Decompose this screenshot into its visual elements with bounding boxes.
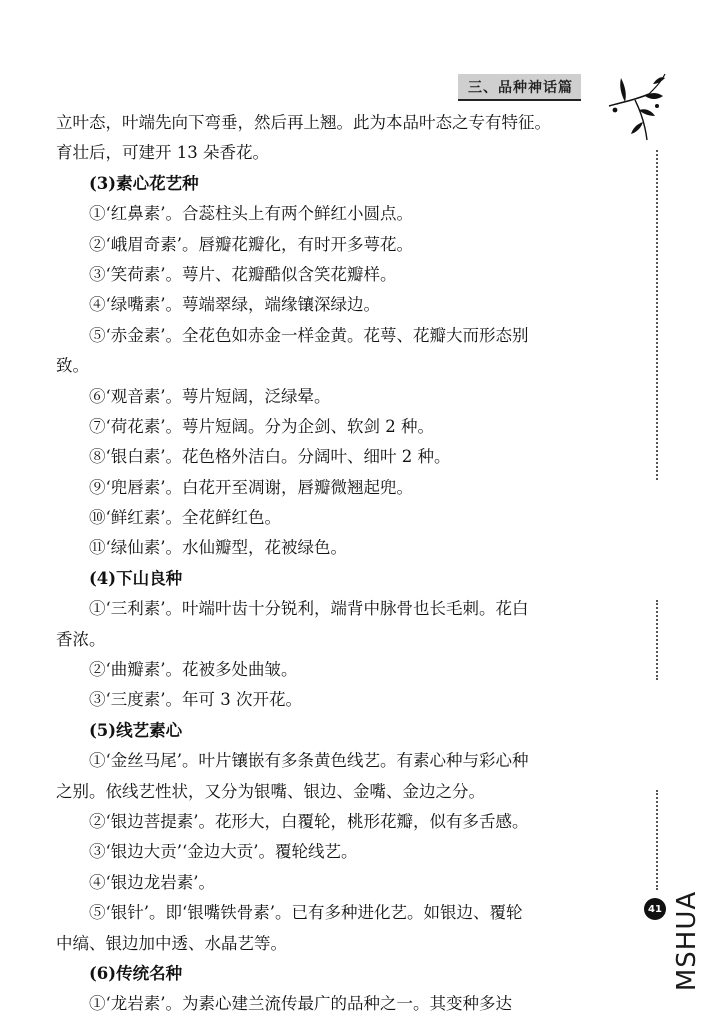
text-line: 立叶态，叶端先向下弯垂，然后再上翘。此为本品叶态之专有特征。 (56, 113, 551, 132)
section-heading: (4)下山良种 (89, 568, 183, 588)
list-item: ①‘红鼻素’。合蕊柱头上有两个鲜红小圆点。 (89, 204, 413, 224)
list-item: ③‘笑荷素’。萼片、花瓣酷似含笑花瓣样。 (89, 264, 397, 284)
text-line: 香浓。 (56, 629, 106, 649)
list-item: ⑨‘兜唇素’。白花开至凋谢，唇瓣微翘起兜。 (89, 477, 413, 497)
list-item: ①‘三利素’。叶端叶齿十分锐利，端背中脉骨也长毛刺。花白 (89, 599, 529, 619)
list-item: ⑧‘银白素’。花色格外洁白。分阔叶、细叶 2 种。 (89, 447, 451, 467)
list-item: ①‘龙岩素’。为素心建兰流传最广的品种之一。其变种多达 (89, 994, 512, 1014)
watermark-text: MSHUA (672, 890, 702, 992)
list-item: ④‘银边龙岩素’。 (89, 872, 215, 892)
list-item: ⑪‘绿仙素’。水仙瓣型，花被绿色。 (89, 538, 347, 558)
list-item: ③‘银边大贡’‘金边大贡’。覆轮线艺。 (89, 842, 358, 862)
text-line: 育壮后，可建开 13 朵香花。 (56, 143, 269, 163)
list-item: ④‘绿嘴素’。萼端翠绿，端缘镶深绿边。 (89, 295, 380, 315)
list-item: ①‘金丝马尾’。叶片镶嵌有多条黄色线艺。有素心种与彩心种 (89, 751, 529, 771)
margin-rule-middle (656, 600, 658, 680)
section-label: 三、品种神话篇 (458, 74, 581, 101)
margin-rule-upper (656, 150, 658, 480)
section-heading: (6)传统名种 (89, 963, 183, 983)
watermark (670, 886, 704, 996)
text-line: 致。 (56, 356, 89, 376)
list-item: ⑤‘赤金素’。全花色如赤金一样金黄。花萼、花瓣大而形态别 (89, 325, 529, 345)
list-item: ⑩‘鲜红素’。全花鲜红色。 (89, 508, 281, 528)
page-number-badge: 41 (644, 898, 666, 920)
list-item: ②‘银边菩提素’。花形大，白覆轮，桃形花瓣，似有多舌感。 (89, 811, 529, 831)
running-header (458, 74, 581, 100)
text-line: 之别。依线艺性状，又分为银嘴、银边、金嘴、金边之分。 (56, 781, 485, 801)
list-item: ⑥‘观音素’。萼片短阔，泛绿晕。 (89, 386, 331, 406)
text-line: 中缟、银边加中透、水晶艺等。 (56, 933, 287, 953)
section-heading: (3)素心花艺种 (89, 173, 199, 193)
body-text (56, 108, 616, 1020)
list-item: ⑤‘银针’。即‘银嘴铁骨素’。已有多种进化艺。如银边、覆轮 (89, 903, 523, 923)
list-item: ③‘三度素’。年可 3 次开花。 (89, 690, 302, 710)
list-item: ②‘曲瓣素’。花被多处曲皱。 (89, 660, 298, 680)
margin-rule-lower (656, 790, 658, 890)
section-heading: (5)线艺素心 (89, 720, 183, 740)
list-item: ②‘峨眉奇素’。唇瓣花瓣化，有时开多萼花。 (89, 234, 413, 254)
list-item: ⑦‘荷花素’。萼片短阔。分为企剑、软剑 2 种。 (89, 416, 434, 436)
